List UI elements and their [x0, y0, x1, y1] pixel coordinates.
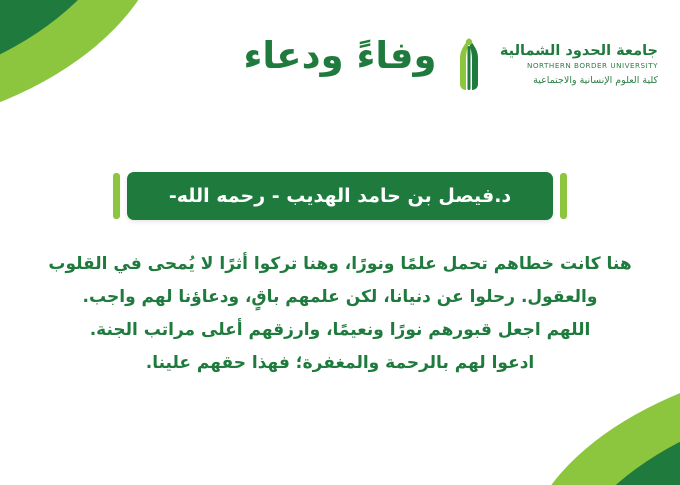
tribute-line: هنا كانت خطاهم تحمل علمًا ونورًا، وهنا تركوا أثرًا لا يُمحى في القلوب	[48, 254, 632, 274]
university-text-block	[500, 42, 658, 87]
university-identity	[448, 36, 658, 92]
tribute-body	[36, 248, 644, 381]
poster-header	[0, 0, 680, 130]
university-emblem-icon	[448, 36, 490, 92]
college-name-arabic: كلية العلوم الإنسانية والاجتماعية	[533, 74, 658, 86]
calligraphy-title: وفاءً ودعاء	[243, 34, 437, 77]
university-name-arabic: جامعة الحدود الشمالية	[499, 42, 658, 59]
tribute-line: ادعوا لهم بالرحمة والمغفرة؛ فهذا حقهم علينا.	[145, 353, 535, 374]
tribute-line: اللهم اجعل قبورهم نورًا ونعيمًا، وارزقهم أعلى مراتب الجنة.	[89, 320, 591, 341]
name-banner-container	[0, 172, 680, 220]
university-name-english: NORTHERN BORDER UNIVERSITY	[527, 60, 658, 70]
deceased-name-banner: د.فيصل بن حامد الهديب - رحمه الله-	[127, 172, 553, 220]
tribute-line: والعقول. رحلوا عن دنيانا، لكن علمهم باقٍ، ودعاؤنا لهم واجب.	[82, 287, 598, 308]
